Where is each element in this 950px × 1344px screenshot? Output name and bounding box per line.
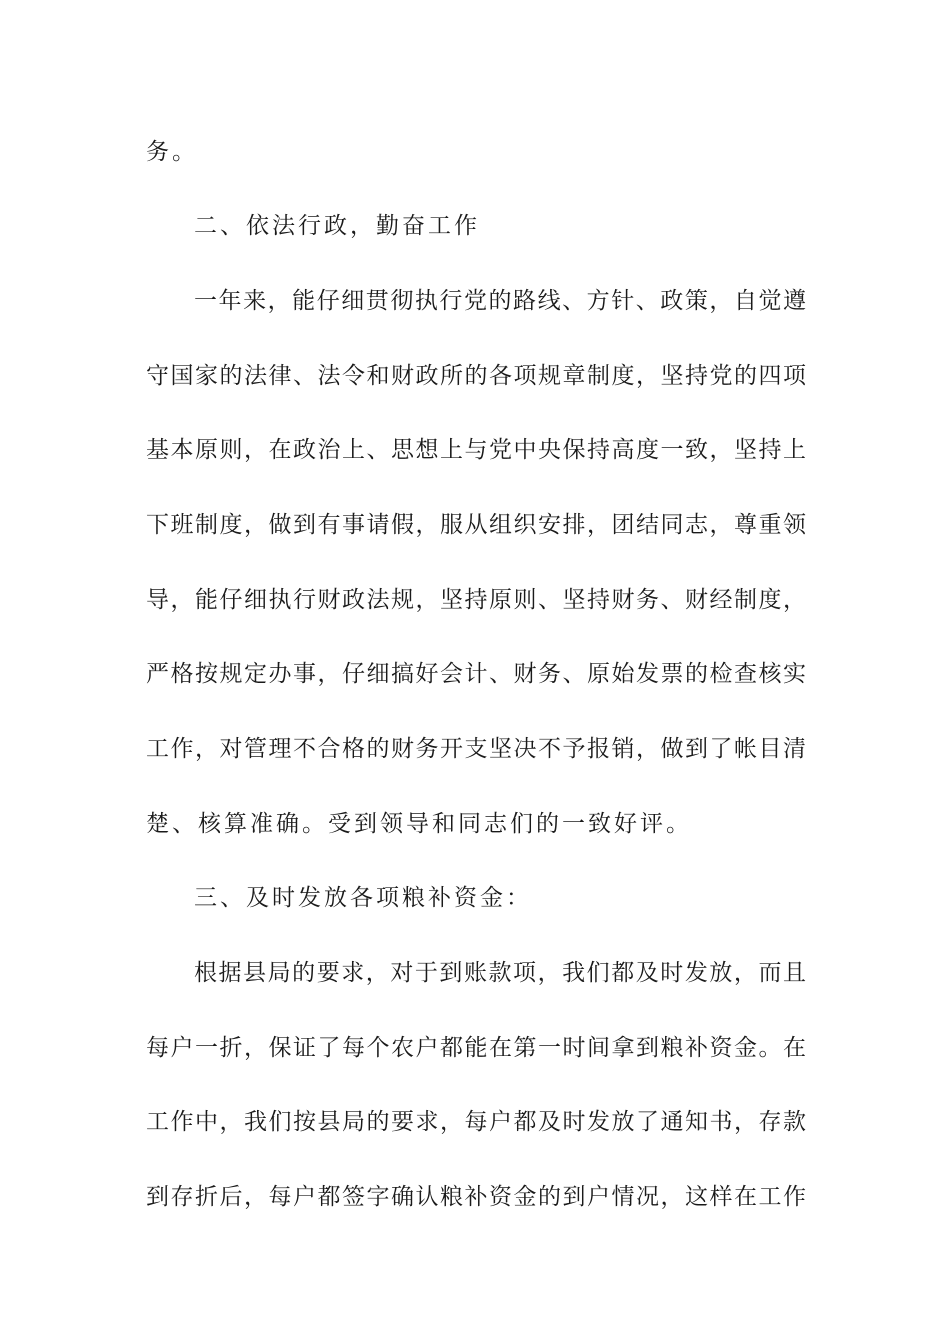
text-line: 务。 — [146, 139, 198, 165]
text-line: 下班制度，做到有事请假，服从组织安排，团结同志，尊重领 — [146, 512, 806, 538]
text-line: 工作中，我们按县局的要求，每户都及时发放了通知书，存款 — [146, 1109, 806, 1135]
text-line: 基本原则，在政治上、思想上与党中央保持高度一致，坚持上 — [146, 437, 806, 463]
text-line: 一年来，能仔细贯彻执行党的路线、方针、政策，自觉遵 — [194, 288, 806, 314]
text-line: 导，能仔细执行财政法规，坚持原则、坚持财务、财经制度， — [146, 587, 806, 613]
text-line: 每户一折，保证了每个农户都能在第一时间拿到粮补资金。在 — [146, 1035, 806, 1061]
section-heading: 三、及时发放各项粮补资金： — [194, 885, 532, 911]
section-heading: 二、依法行政，勤奋工作 — [194, 213, 480, 239]
text-line: 楚、核算准确。受到领导和同志们的一致好评。 — [146, 811, 692, 837]
text-line: 根据县局的要求，对于到账款项，我们都及时发放，而且 — [194, 960, 806, 986]
text-line: 工作，对管理不合格的财务开支坚决不予报销，做到了帐目清 — [146, 736, 806, 762]
text-line: 到存折后，每户都签字确认粮补资金的到户情况，这样在工作 — [146, 1184, 806, 1210]
text-line: 严格按规定办事，仔细搞好会计、财务、原始发票的检查核实 — [146, 661, 806, 687]
text-line: 守国家的法律、法令和财政所的各项规章制度，坚持党的四项 — [146, 363, 806, 389]
